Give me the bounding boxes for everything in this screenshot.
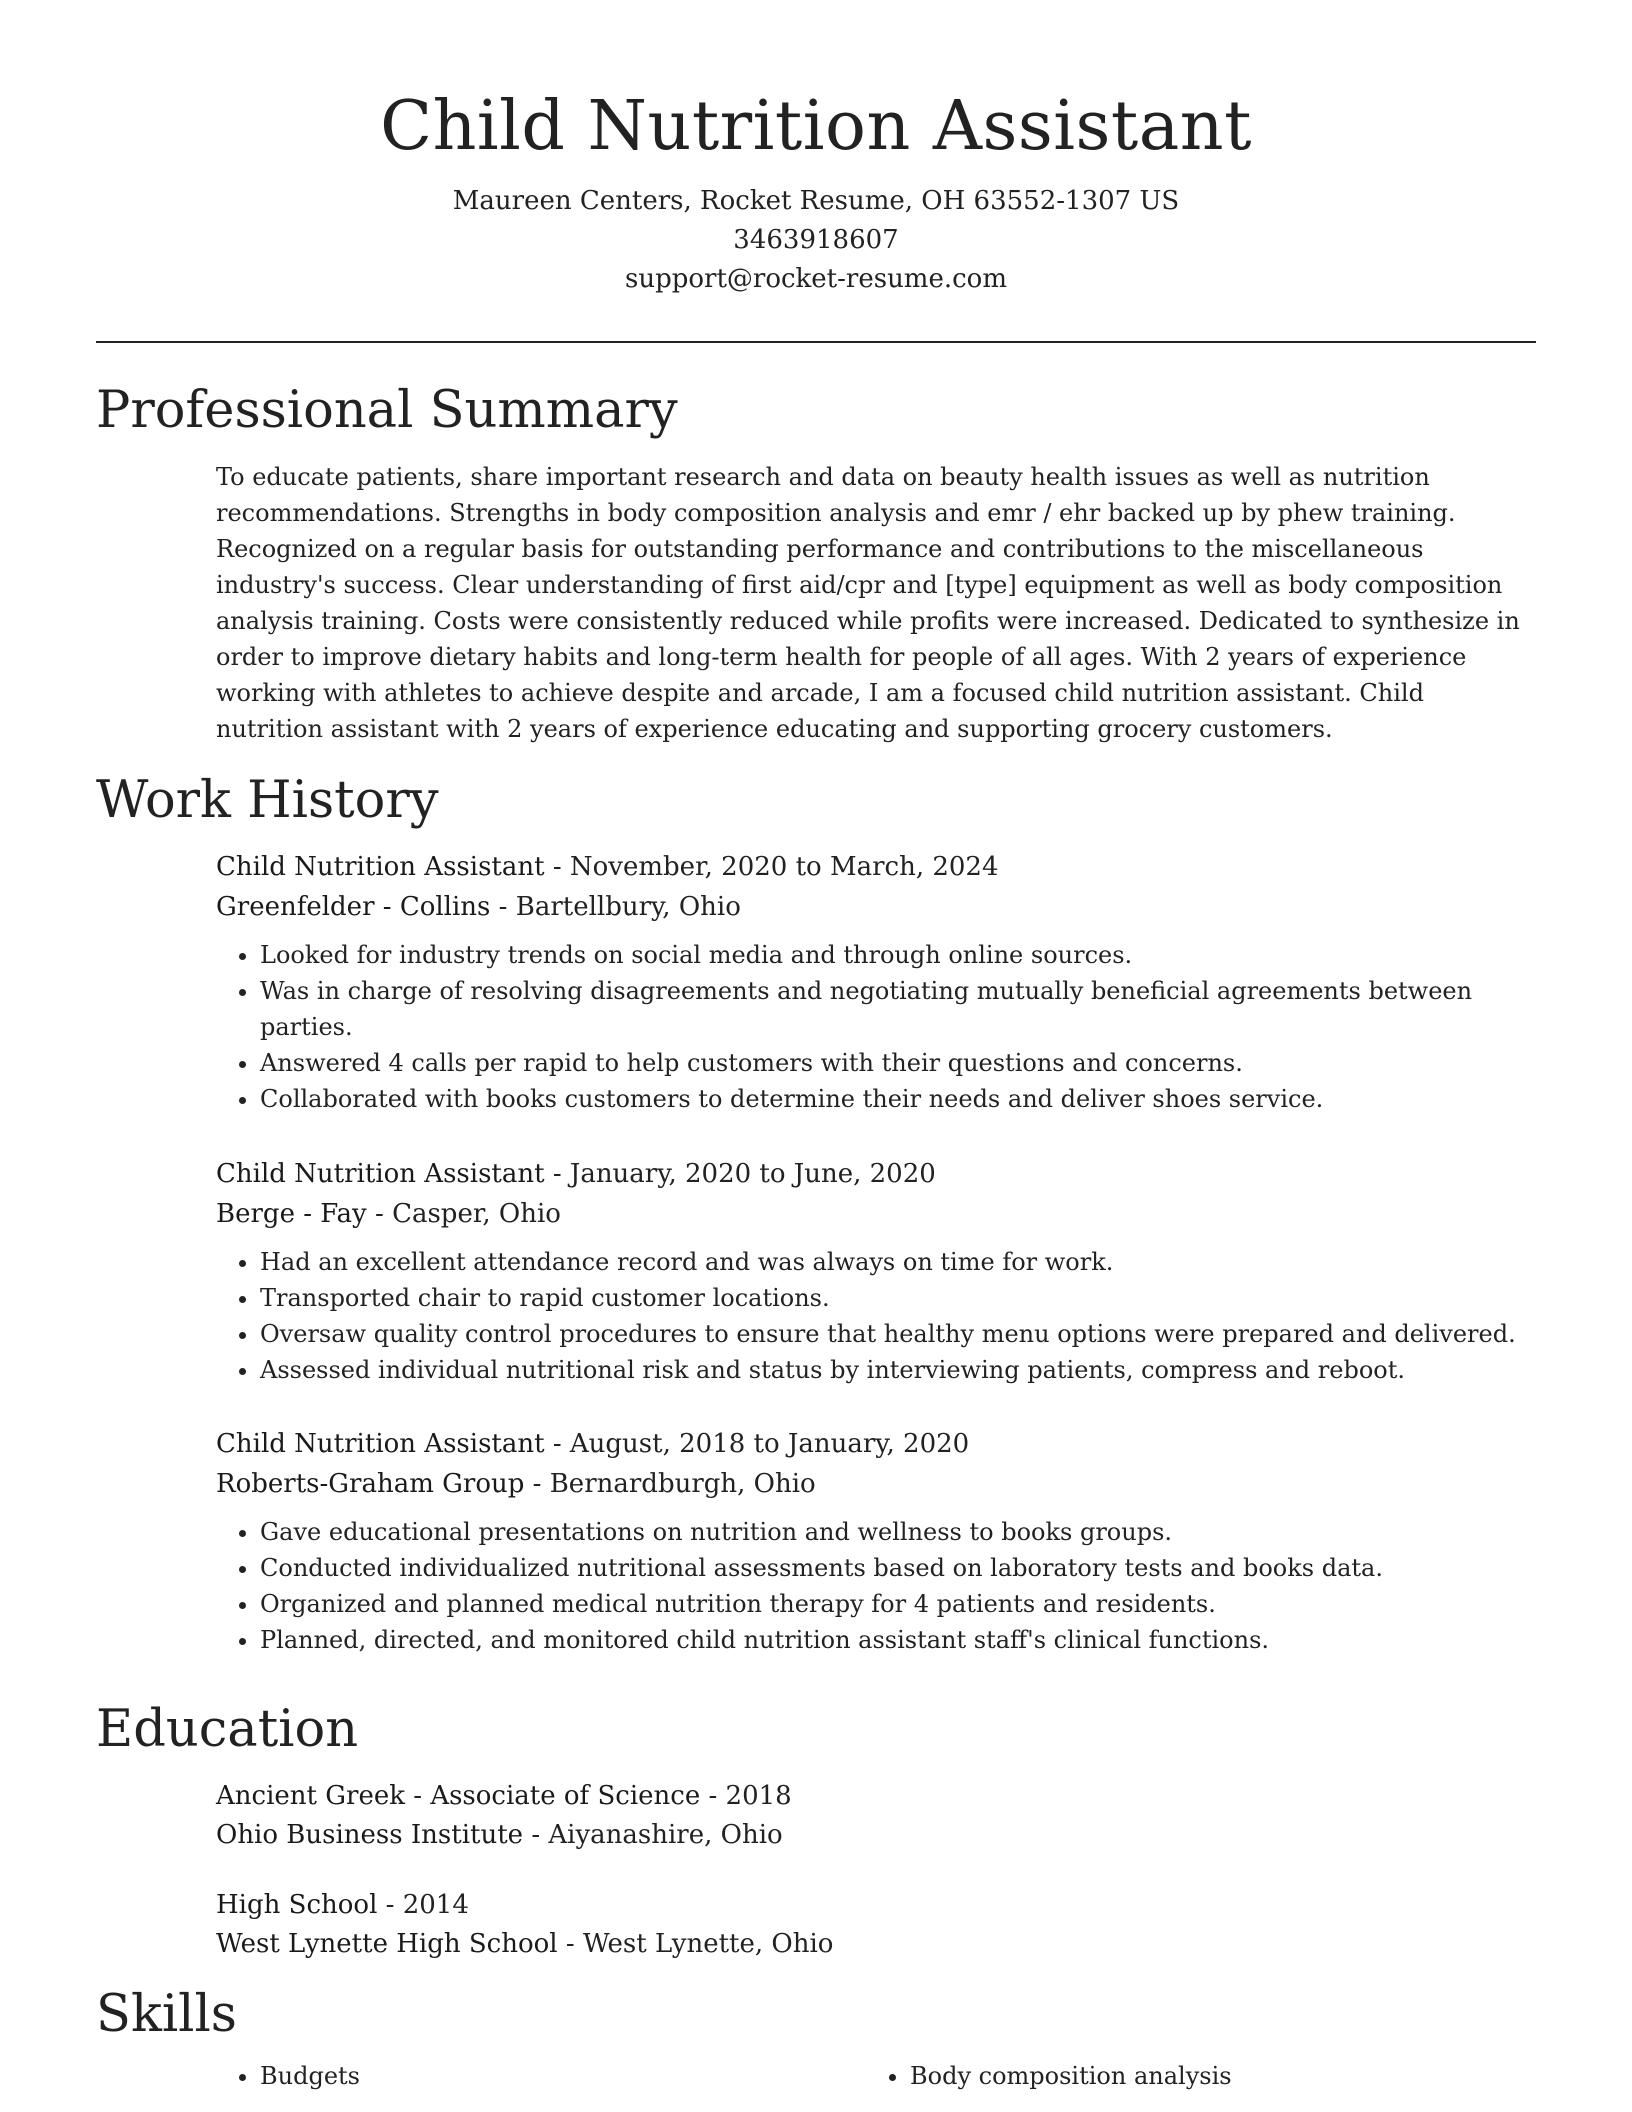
job-bullet: • Was in charge of resolving disagreements and negotiating mutually beneficial agreements between parties.	[260, 973, 1536, 1045]
job-dates: November, 2020 to March, 2024	[569, 852, 999, 882]
education-school-line	[216, 1925, 1536, 1964]
education-year: 2014	[402, 1890, 469, 1920]
skills-section	[216, 2058, 1536, 2094]
job-dates: August, 2018 to January, 2020	[569, 1429, 970, 1459]
job-bullet: • Transported chair to rapid customer locations.	[260, 1280, 1536, 1316]
skill-item: • Body composition analysis	[910, 2058, 1516, 2094]
work-history-heading: Work History	[96, 771, 439, 830]
job-location: Casper, Ohio	[392, 1199, 561, 1229]
separator: -	[385, 1890, 403, 1920]
job-company-line	[216, 1464, 1536, 1504]
job-dates: January, 2020 to June, 2020	[569, 1159, 936, 1189]
education-degree: High School	[216, 1890, 378, 1920]
education-item-1	[216, 1777, 1536, 1855]
job-company-line	[216, 887, 1536, 927]
summary-heading: Professional Summary	[96, 381, 678, 440]
education-degree-line	[216, 1886, 1536, 1925]
education-degree: Associate of Science	[430, 1781, 701, 1811]
job-bullet: • Had an excellent attendance record and was always on time for work.	[260, 1244, 1536, 1280]
summary-text: To educate patients, share important research and data on beauty health issues as well as nutrition recommendations. Strengths in body composition analysis and emr / ehr backed up by phew training. Recognized on a regular basis for outstanding performance and contributions to the miscellaneous industry's success. Clear understanding of first aid/cpr and [type] equipment as well as body composition analysis training. Costs were consistently reduced while profits were increased. Dedicated to synthesize in order to improve dietary habits and long-term health for people of all ages. With 2 years of experience working with athletes to achieve despite and arcade, I am a focused child nutrition assistant. Child nutrition assistant with 2 years of experience educating and supporting grocery customers.	[216, 463, 1520, 743]
summary-section	[216, 459, 1536, 747]
job-bullets	[216, 1244, 1536, 1388]
education-school: West Lynette High School	[216, 1929, 558, 1959]
separator: -	[552, 1159, 570, 1189]
job-bullet: • Looked for industry trends on social media and through online sources.	[260, 937, 1536, 973]
job-bullet: • Planned, directed, and monitored child nutrition assistant staff's clinical functions.	[260, 1622, 1536, 1658]
job-title: Child Nutrition Assistant	[216, 1159, 545, 1189]
job-title: Child Nutrition Assistant	[216, 1429, 545, 1459]
resume-title: Child Nutrition Assistant	[380, 87, 1252, 166]
job-1	[216, 847, 1536, 1117]
education-heading: Education	[96, 1700, 359, 1759]
job-bullet: • Gave educational presentations on nutrition and wellness to books groups.	[260, 1514, 1536, 1550]
job-bullet: • Assessed individual nutritional risk and status by interviewing patients, compress and reboot.	[260, 1352, 1536, 1388]
education-school: Ohio Business Institute	[216, 1820, 524, 1850]
header-divider	[96, 341, 1536, 343]
contact-phone: 3463918607	[733, 225, 899, 255]
job-title: Child Nutrition Assistant	[216, 852, 545, 882]
separator: -	[413, 1781, 431, 1811]
job-bullet: • Conducted individualized nutritional assessments based on laboratory tests and books data.	[260, 1550, 1536, 1586]
job-entry	[216, 847, 1536, 1117]
job-location: Bartellbury, Ohio	[515, 892, 741, 922]
contact-address: Maureen Centers, Rocket Resume, OH 63552-1307 US	[452, 186, 1180, 216]
separator: -	[552, 1429, 570, 1459]
contact-info	[96, 182, 1536, 299]
job-company: Roberts-Graham Group	[216, 1469, 525, 1499]
separator: -	[565, 1929, 583, 1959]
job-3	[216, 1424, 1536, 1658]
job-bullets	[216, 937, 1536, 1117]
education-item-2	[216, 1886, 1536, 1964]
education-degree-line	[216, 1777, 1536, 1816]
separator: -	[498, 892, 516, 922]
education-year: 2018	[725, 1781, 792, 1811]
job-location: Bernardburgh, Ohio	[549, 1469, 816, 1499]
job-bullet: • Organized and planned medical nutrition therapy for 4 patients and residents.	[260, 1586, 1536, 1622]
skills-column-right	[866, 2058, 1516, 2094]
education-field: Ancient Greek	[216, 1781, 405, 1811]
separator: -	[531, 1820, 549, 1850]
separator: -	[375, 1199, 393, 1229]
education-location: West Lynette, Ohio	[582, 1929, 834, 1959]
skills-column-left	[216, 2058, 866, 2094]
job-bullet: • Answered 4 calls per rapid to help customers with their questions and concerns.	[260, 1045, 1536, 1081]
education-entry	[216, 1777, 1536, 1855]
job-entry	[216, 1424, 1536, 1658]
separator: -	[532, 1469, 550, 1499]
education-school-line	[216, 1816, 1536, 1855]
job-company-line	[216, 1194, 1536, 1234]
job-bullet: • Collaborated with books customers to determine their needs and deliver shoes service.	[260, 1081, 1536, 1117]
separator: -	[708, 1781, 726, 1811]
resume-header	[96, 82, 1536, 299]
separator: -	[552, 852, 570, 882]
job-2	[216, 1154, 1536, 1388]
job-company: Berge - Fay	[216, 1199, 367, 1229]
contact-email: support@rocket-resume.com	[624, 264, 1007, 294]
job-title-line	[216, 847, 1536, 887]
skills-grid	[216, 2058, 1536, 2094]
education-entry	[216, 1886, 1536, 1964]
job-bullets	[216, 1514, 1536, 1658]
education-location: Aiyanashire, Ohio	[548, 1820, 783, 1850]
job-bullet: • Oversaw quality control procedures to ensure that healthy menu options were prepared and delivered.	[260, 1316, 1536, 1352]
skills-heading: Skills	[96, 1985, 237, 2044]
job-company: Greenfelder - Collins	[216, 892, 491, 922]
job-entry	[216, 1154, 1536, 1388]
job-title-line	[216, 1424, 1536, 1464]
skill-item: • Budgets	[260, 2058, 866, 2094]
job-title-line	[216, 1154, 1536, 1194]
